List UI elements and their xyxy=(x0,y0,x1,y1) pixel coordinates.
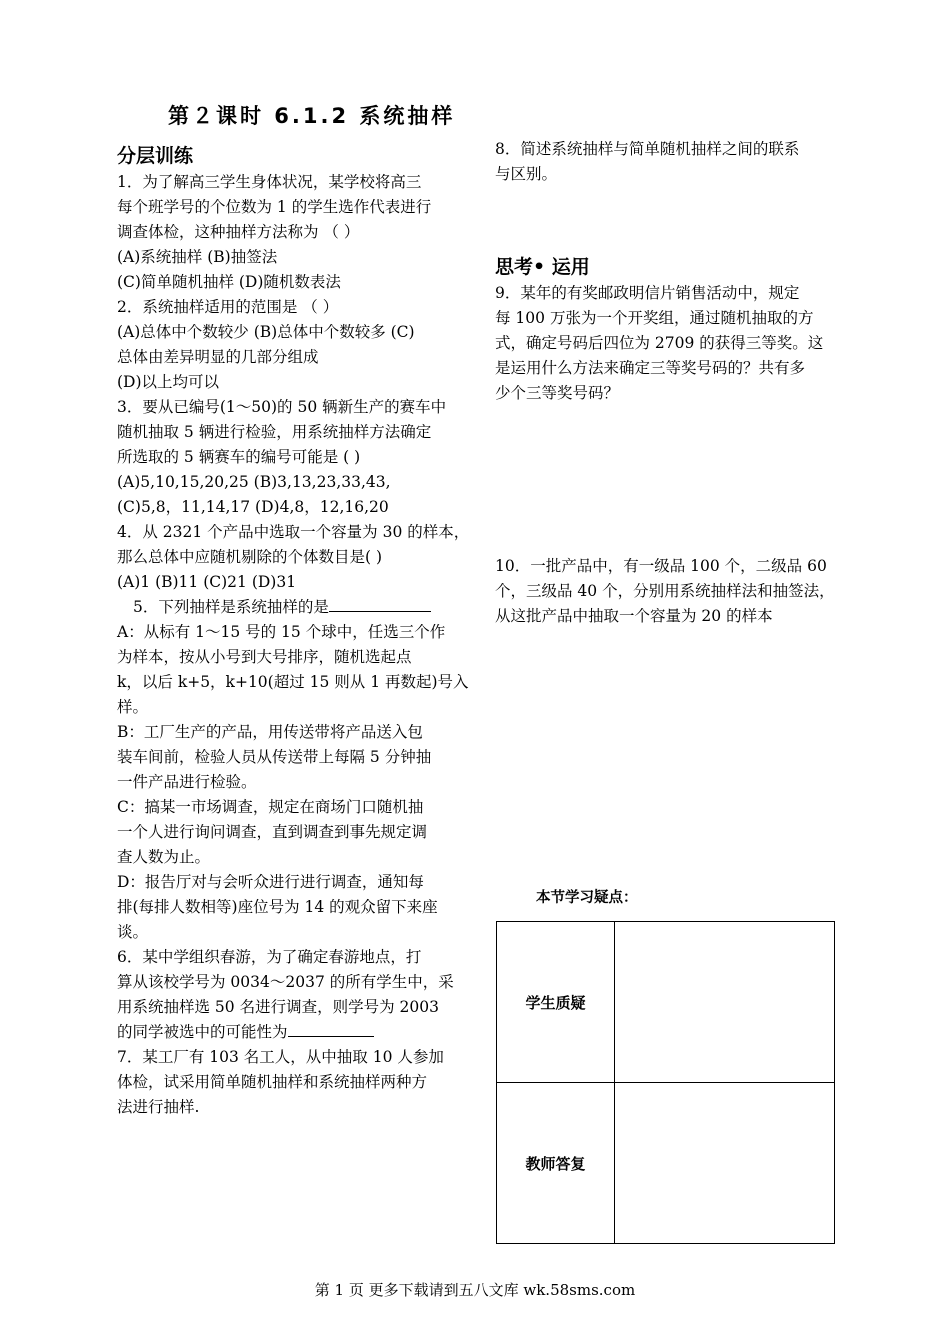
answer-space xyxy=(495,187,847,253)
option-a-line: 为样本，按从小号到大号排序，随机选起点 xyxy=(117,648,412,666)
right-column xyxy=(495,137,847,629)
question-6 xyxy=(117,945,469,1045)
question-text-line: 每个班学号的个位数为 1 的学生选作代表进行 xyxy=(117,198,432,216)
question-1 xyxy=(117,170,469,295)
question-7 xyxy=(117,1045,469,1120)
question-text-line: 1．为了解高三学生身体状况，某学校将高三 xyxy=(117,173,422,191)
question-text-line: 从这批产品中抽取一个容量为 20 的样本 xyxy=(495,607,773,625)
question-8 xyxy=(495,137,847,187)
question-options: (C)5,8，11,14,17 (D)4,8，12,16,20 xyxy=(117,498,389,516)
option-c-line: C：搞某一市场调查，规定在商场门口随机抽 xyxy=(117,798,424,816)
question-text-line: 10．一批产品中，有一级品 100 个，二级品 60 xyxy=(495,557,827,575)
question-3 xyxy=(117,395,469,520)
question-text-line: 4．从 2321 个产品中选取一个容量为 30 的样本， xyxy=(117,523,470,541)
page-title: 第２课时 6.1.2 系统抽样 xyxy=(168,104,456,128)
option-a-line: k，以后 k+5，k+10(超过 15 则从 1 再数起)号入 xyxy=(117,673,469,691)
question-stem: 的同学被选中的可能性为 xyxy=(117,1023,288,1041)
question-text-line: 与区别。 xyxy=(495,165,558,183)
question-text-line: 那么总体中应随机剔除的个体数目是( ) xyxy=(117,548,383,566)
question-options: (A)系统抽样 (B)抽签法 xyxy=(117,248,278,266)
question-text-line: 算从该校学号为 0034～2037 的所有学生中，采 xyxy=(117,973,454,991)
question-text-line: 少个三等奖号码？ xyxy=(495,384,620,402)
option-c-line: 一个人进行询问调查，直到调查到事先规定调 xyxy=(117,823,428,841)
question-options: (A)5,10,15,20,25 (B)3,13,23,33,43, xyxy=(117,473,391,491)
question-text-line: 随机抽取 5 辆进行检验，用系统抽样方法确定 xyxy=(117,423,432,441)
question-2 xyxy=(117,295,469,395)
question-text-line: 3．要从已编号(1～50)的 50 辆新生产的赛车中 xyxy=(117,398,447,416)
section-heading-think-apply: 思考• 运用 xyxy=(495,256,590,278)
question-text-line: 6．某中学组织春游，为了确定春游地点，打 xyxy=(117,948,422,966)
question-options: (D)以上均可以 xyxy=(117,373,220,391)
option-d-line: 谈。 xyxy=(117,923,149,941)
question-options: 总体由差异明显的几部分组成 xyxy=(117,348,319,366)
left-column xyxy=(117,142,469,1120)
student-question-label: 学生质疑 xyxy=(497,922,615,1083)
answer-blank[interactable] xyxy=(329,597,431,612)
option-a-line: 样。 xyxy=(117,698,149,716)
option-b-line: B：工厂生产的产品，用传送带将产品送入包 xyxy=(117,723,423,741)
question-text-line: 是运用什么方法来确定三等奖号码的？共有多 xyxy=(495,359,806,377)
question-text-line xyxy=(117,595,469,620)
answer-space xyxy=(495,406,847,554)
question-options: (A)1 (B)11 (C)21 (D)31 xyxy=(117,573,297,591)
learning-doubts-table xyxy=(496,921,835,1244)
question-text-line: 每 100 万张为一个开奖组，通过随机抽取的方 xyxy=(495,309,814,327)
question-5 xyxy=(117,595,469,945)
teacher-reply-label: 教师答复 xyxy=(497,1083,615,1244)
question-text-line: 个，三级品 40 个，分别用系统抽样法和抽签法， xyxy=(495,582,835,600)
question-text-line: 所选取的 5 辆赛车的编号可能是 ( ) xyxy=(117,448,361,466)
question-stem: 5．下列抽样是系统抽样的是 xyxy=(133,598,329,616)
student-question-cell[interactable] xyxy=(615,922,835,1083)
question-text-line: 7．某工厂有 103 名工人，从中抽取 10 人参加 xyxy=(117,1048,444,1066)
option-b-line: 装车间前，检验人员从传送带上每隔 5 分钟抽 xyxy=(117,748,432,766)
teacher-reply-cell[interactable] xyxy=(615,1083,835,1244)
section-heading-layered-training: 分层训练 xyxy=(117,145,194,167)
option-d-line: 排(每排人数相等)座位号为 14 的观众留下来座 xyxy=(117,898,438,916)
table-row xyxy=(497,1083,835,1244)
question-4 xyxy=(117,520,469,595)
option-b-line: 一件产品进行检验。 xyxy=(117,773,257,791)
question-9 xyxy=(495,281,847,406)
question-text-line: 用系统抽样选 50 名进行调查，则学号为 2003 xyxy=(117,998,439,1016)
option-a-line: A：从标有 1～15 号的 15 个球中，任选三个作 xyxy=(117,623,446,641)
option-d-line: D：报告厅对与会听众进行进行调查，通知每 xyxy=(117,873,424,891)
question-text-line: 9．某年的有奖邮政明信片销售活动中，规定 xyxy=(495,284,800,302)
page-footer: 第 1 页 更多下载请到五八文库 wk.58sms.com xyxy=(314,1281,636,1299)
question-text-line: 式，确定号码后四位为 2709 的获得三等奖。这 xyxy=(495,334,824,352)
question-text-line: 法进行抽样. xyxy=(117,1098,200,1116)
question-text-line: 2．系统抽样适用的范围是 （ ） xyxy=(117,298,339,316)
question-text-line xyxy=(117,1020,469,1045)
question-text-line: 调查体检，这种抽样方法称为 （ ） xyxy=(117,223,360,241)
question-text-line: 8．简述系统抽样与简单随机抽样之间的联系 xyxy=(495,140,800,158)
answer-blank[interactable] xyxy=(288,1022,374,1037)
option-c-line: 查人数为止。 xyxy=(117,848,211,866)
table-row xyxy=(497,922,835,1083)
learning-doubts-label: 本节学习疑点： xyxy=(536,890,638,906)
question-10 xyxy=(495,554,847,629)
question-options: (A)总体中个数较少 (B)总体中个数较多 (C) xyxy=(117,323,415,341)
question-options: (C)简单随机抽样 (D)随机数表法 xyxy=(117,273,341,291)
question-text-line: 体检，试采用简单随机抽样和系统抽样两种方 xyxy=(117,1073,428,1091)
